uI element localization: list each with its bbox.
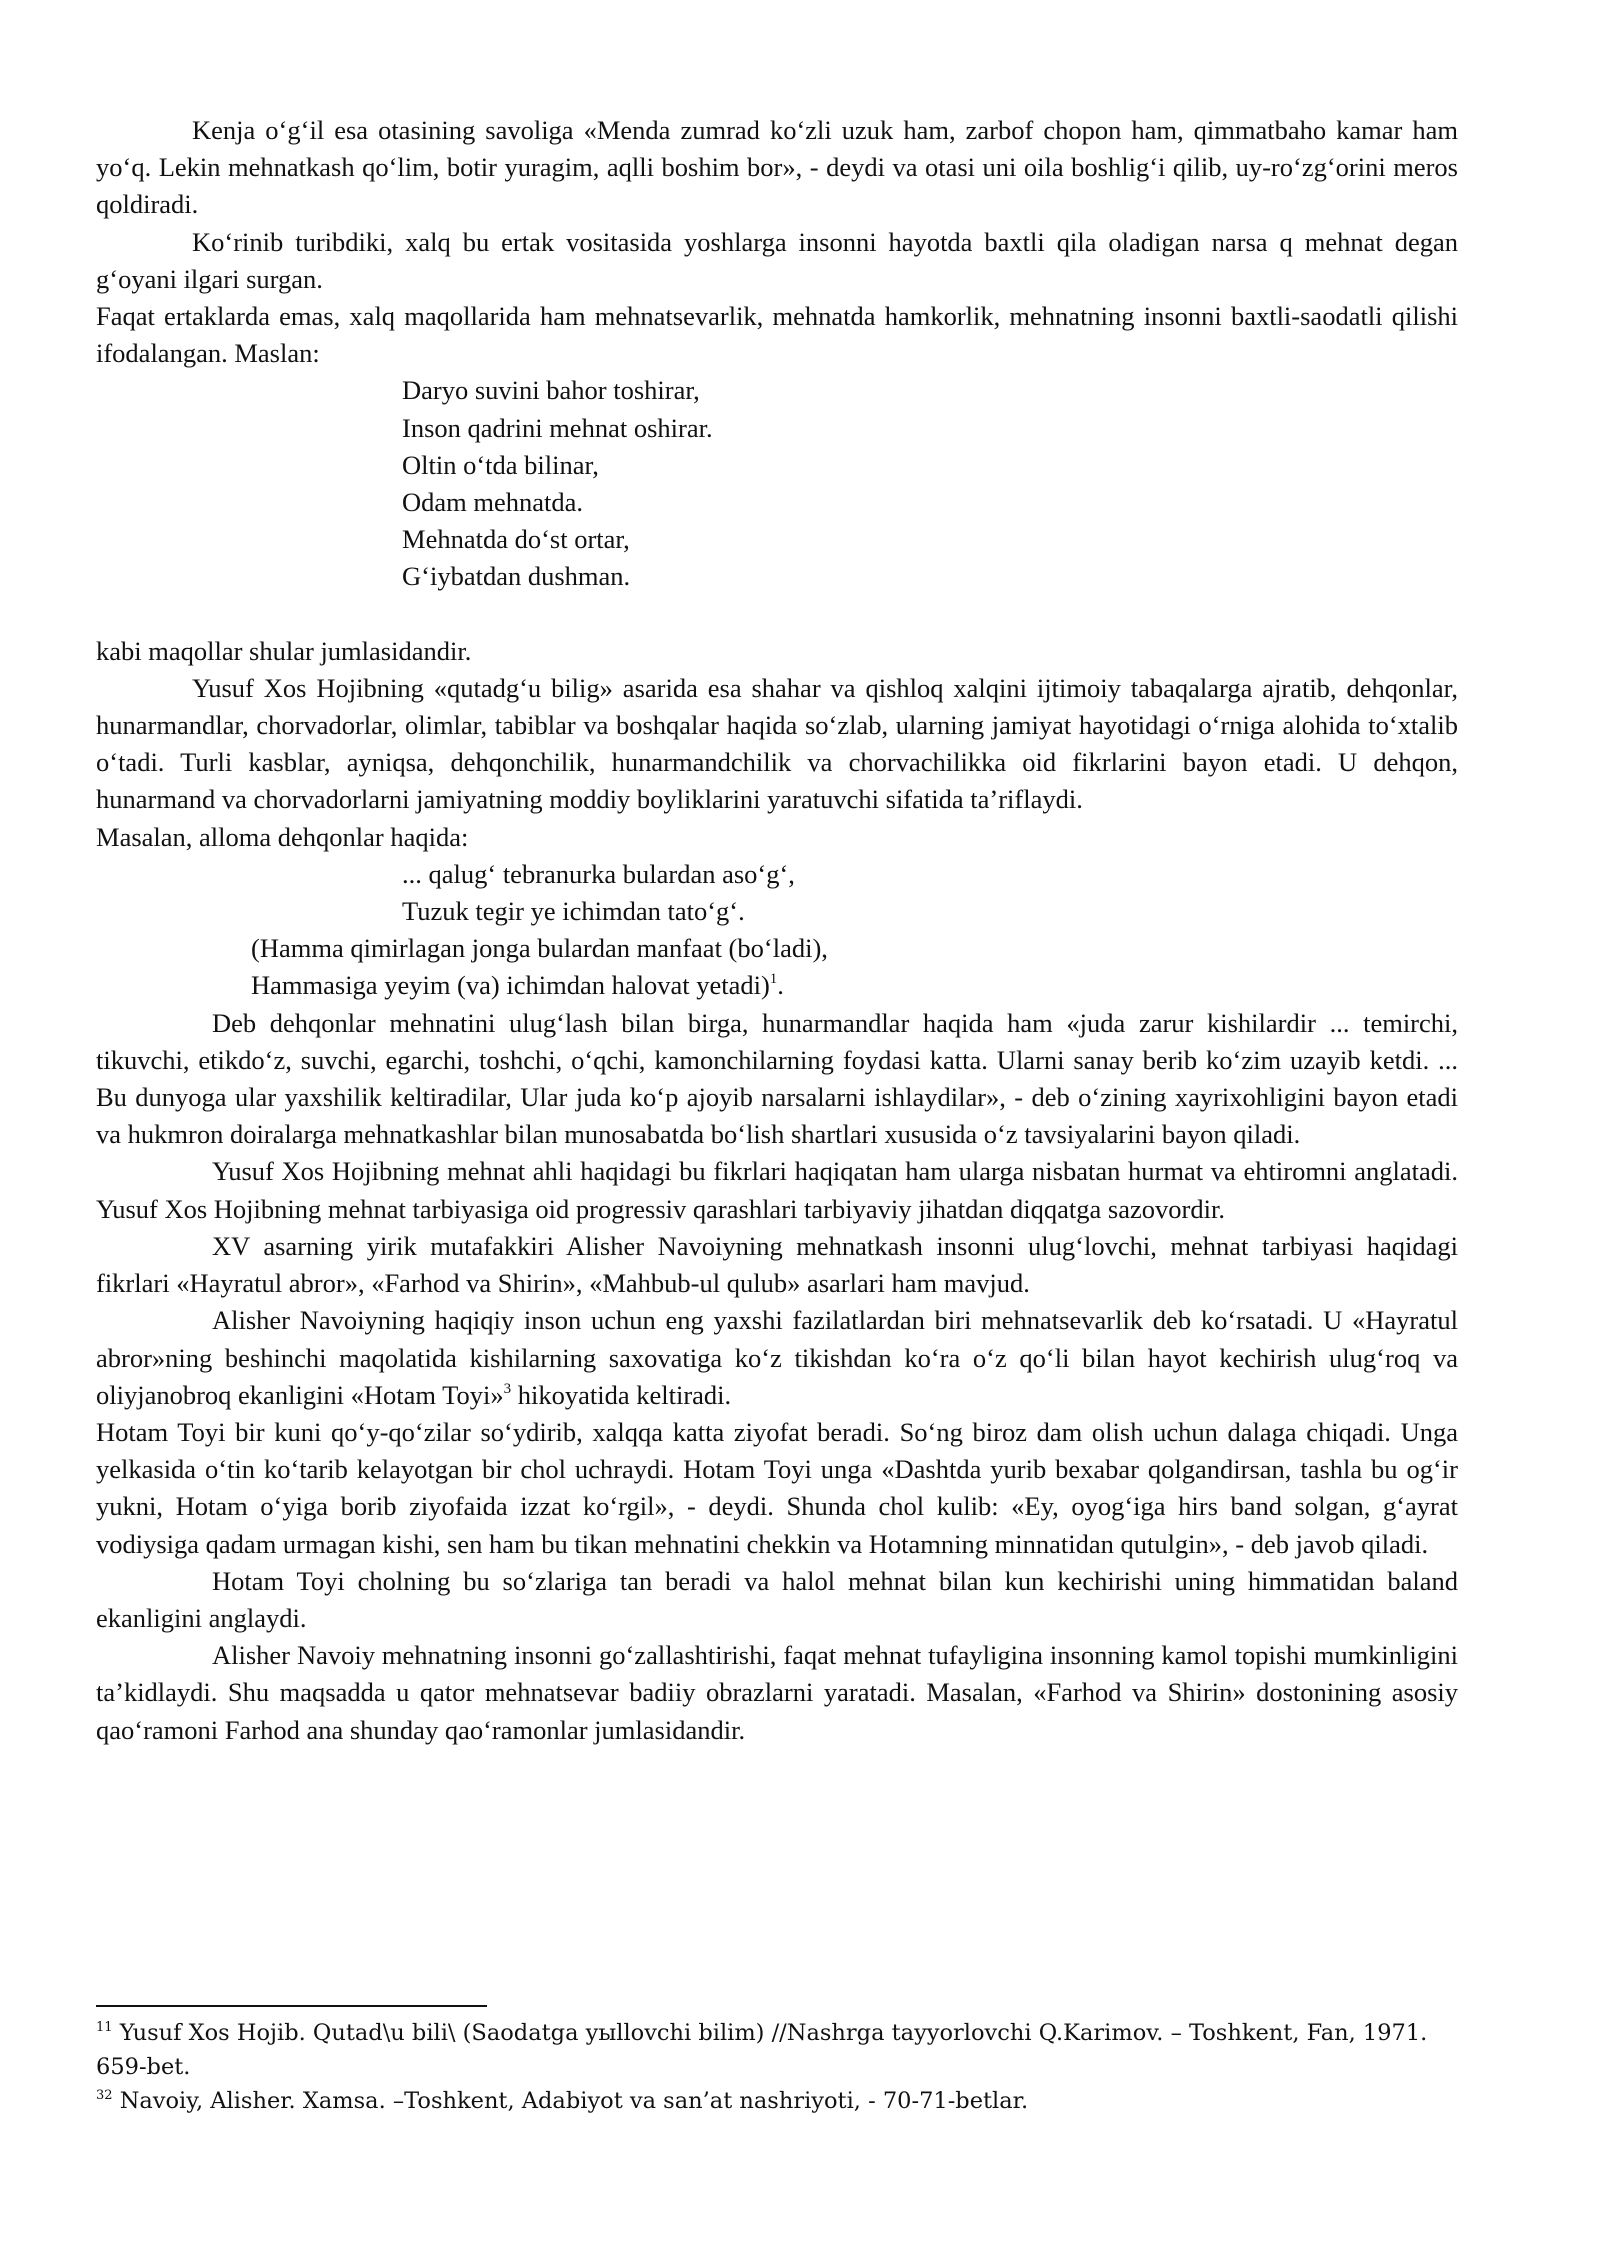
footnote [96, 2084, 1458, 2118]
verse-line: G‘iybatdan dushman. [402, 561, 631, 592]
footnote-mark: 32 [96, 2088, 113, 2103]
paragraph: Deb dehqonlar mehnatini ulug‘lash bilan birga, hunarmandlar haqida ham «juda zarur kishilardir ... temirchi, tikuvchi, etikdo‘z, suvchi, egarchi, toshchi, o‘qchi, kamonchilarning foydasi katta. Ularni sanay berib ko‘zim uzayib ketdi. ... Bu dunyoga ular yaxshilik keltiradilar, Ular juda ko‘p ajoyib narsalarni ishlaydilar», - deb o‘zining xayrixohligini bayon etadi va hukmron doiralarga mehnatkashlar bilan munosabatda bo‘lish shartlari xususida o‘z tavsiyalarini bayon qiladi. [96, 1007, 1458, 1150]
paragraph: Alisher Navoiy mehnatning insonni go‘zallashtirishi, faqat mehnat tufayligina insonning kamol topishi mumkinligini ta’kidlaydi. Shu maqsadda u qator mehnatsevar badiiy obrazlarni yaratadi. Masalan, «Farhod va Shirin» dostonining asosiy qao‘ramoni Farhod ana shunday qao‘ramonlar jumlasidandir. [96, 1640, 1458, 1745]
paragraph: XV asarning yirik mutafakkiri Alisher Navoiyning mehnatkash insonni ulug‘lovchi, mehnat tarbiyasi haqidagi fikrlari «Hayratul abror», «Farhod va Shirin», «Mahbub-ul qulub» asarlari ham mavjud. [96, 1230, 1458, 1299]
proverb-verse [96, 372, 1458, 595]
paragraph [96, 1302, 1458, 1414]
verse-line: (Hamma qimirlagan jonga bulardan manfaat (bo‘ladi), [251, 933, 828, 964]
paragraph: Faqat ertaklarda emas, xalq maqollarida ham mehnatsevarlik, mehnatda hamkorlik, mehnatning insonni baxtli-saodatli qilishi ifodalangan. Maslan: [96, 301, 1458, 369]
verse-line: Daryo suvini bahor toshirar, [402, 375, 700, 406]
footnote-mark: 11 [96, 2020, 113, 2035]
footnote-text: Yusuf Xos Hojib. Qutad\u bili\ (Saodatga yыllovchi bilim) //Nashrga tayyorlovchi Q.Karimov. – Toshkent, Fan, 1971. 659-bet. [96, 2020, 1428, 2080]
paragraph-text: hikoyatida keltiradi. [511, 1379, 732, 1410]
verse-line: Odam mehnatda. [402, 487, 584, 518]
body-text [96, 112, 1458, 1749]
verse-line: Mehnatda do‘st ortar, [402, 524, 630, 555]
spacer [96, 596, 1458, 633]
footnote-separator [96, 2005, 487, 2007]
paragraph: kabi maqollar shular jumlasidandir. [96, 635, 472, 666]
verse-line [251, 967, 1458, 1004]
verse-translation [96, 930, 1458, 1004]
verse-line: Tuzuk tegir ye ichimdan tato‘g‘. [402, 896, 745, 927]
verse-line: ... qalug‘ tebranurka bulardan aso‘g‘, [402, 858, 795, 889]
quoted-verse [96, 856, 1458, 930]
footnote-ref[interactable]: 3 [503, 1380, 512, 1397]
footnotes [96, 2016, 1458, 2118]
paragraph-text: Alisher Navoiyning haqiqiy inson uchun eng yaxshi fazilatlardan biri mehnatsevarlik deb ko‘rsatadi. U «Hayratul abror»ning beshinchi maqolatida kishilarning saxovatiga ko‘z tikishdan ko‘ra o‘z qo‘li bilan hayot kechirish ulug‘roq va oliyjanobroq ekanligini «Hotam Toyi» [96, 1305, 1458, 1410]
footnote [96, 2016, 1458, 2084]
paragraph: Hotam Toyi bir kuni qo‘y-qo‘zilar so‘ydirib, xalqqa katta ziyofat beradi. So‘ng biroz dam olish uchun dalaga chiqadi. Unga yelkasida o‘tin ko‘tarib kelayotgan bir chol uchraydi. Hotam Toyi unga «Dashtda yurib bexabar qolgandirsan, tashla bu og‘ir yukni, Hotam o‘yiga borib ziyofaida izzat ko‘rgil», - deydi. Shunda chol kulib: «Ey, oyog‘iga hirs band solgan, g‘ayrat vodiysiga qadam urmagan kishi, sen ham bu tikan mehnatini chekkin va Hotamning minnatidan qutulgin», - deb javob qiladi. [96, 1416, 1458, 1559]
paragraph: Masalan, alloma dehqonlar haqida: [96, 821, 469, 852]
paragraph: Yusuf Xos Hojibning mehnat ahli haqidagi bu fikrlari haqiqatan ham ularga nisbatan hurmat va ehtiromni anglatadi. Yusuf Xos Hojibning mehnat tarbiyasiga oid progressiv qarashlari tarbiyaviy jihatdan diqqatga sazovordir. [96, 1156, 1458, 1224]
verse-line: Inson qadrini mehnat oshirar. [402, 412, 713, 443]
paragraph: Ko‘rinib turibdiki, xalq bu ertak vositasida yoshlarga insonni hayotda baxtli qila oladigan narsa q mehnat degan g‘oyani ilgari surgan. [96, 226, 1458, 294]
footnote-text: Navoiy, Alisher. Xamsa. –Toshkent, Adabiyot va san’at nashriyoti, - 70-71-betlar. [112, 2088, 1029, 2114]
paragraph: Kenja o‘g‘il esa otasining savoliga «Menda zumrad ko‘zli uzuk ham, zarbof chopon ham, qimmatbaho kamar ham yo‘q. Lekin mehnatkash qo‘lim, botir yuragim, aqlli boshim bor», - deydi va otasi uni oila boshlig‘i qilib, uy-ro‘zg‘orini meros qoldiradi. [96, 115, 1458, 220]
verse-line-end: . [777, 970, 784, 1001]
paragraph: Hotam Toyi cholning bu so‘zlariga tan beradi va halol mehnat bilan kun kechirishi uning himmatidan baland ekanligini anglaydi. [96, 1565, 1458, 1633]
paragraph: Yusuf Xos Hojibning «qutadg‘u bilig» asarida esa shahar va qishloq xalqini ijtimoiy tabaqalarga ajratib, dehqonlar, hunarmandlar, chorvadorlar, olimlar, tabiblar va boshqalar haqida so‘zlab, ularning jamiyat hayotidagi o‘rniga alohida to‘xtalib o‘tadi. Turli kasblar, ayniqsa, dehqonchilik, hunarmandchilik va chorvachilikka oid fikrlarini bayon etadi. U dehqon, hunarmand va chorvadorlarni jamiyatning moddiy boyliklarini yaratuvchi sifatida ta’riflaydi. [96, 672, 1458, 815]
footnote-ref[interactable]: 1 [769, 971, 778, 988]
verse-line: Oltin o‘tda bilinar, [402, 449, 599, 480]
verse-line-text: Hammasiga yeyim (va) ichimdan halovat yetadi) [251, 970, 770, 1001]
